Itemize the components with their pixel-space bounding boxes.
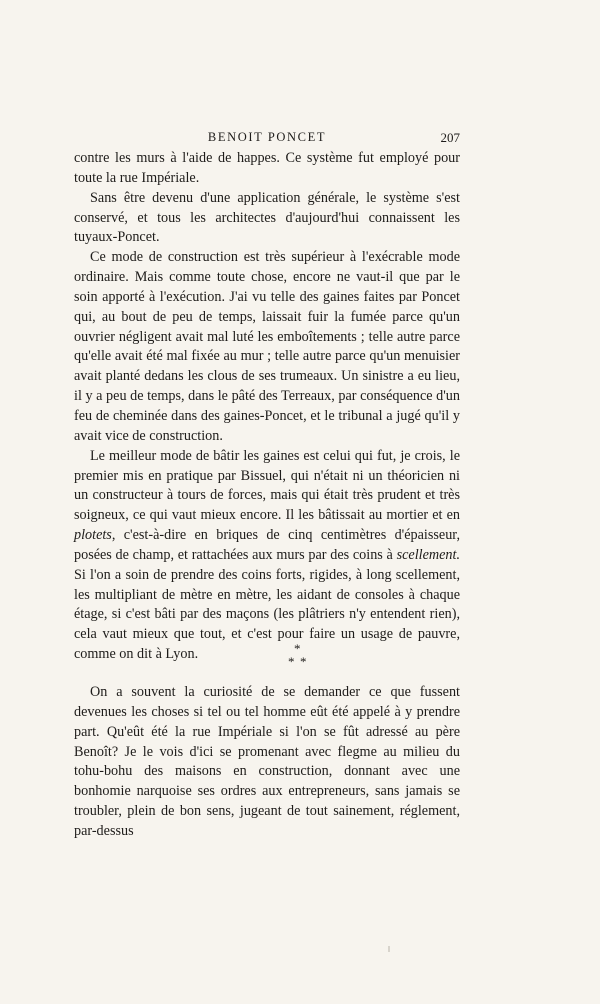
text-block-top bbox=[74, 149, 460, 665]
asterism-star-right: * bbox=[300, 654, 307, 669]
page-number: 207 bbox=[440, 130, 460, 145]
paper-speck bbox=[388, 946, 390, 952]
text-block-bottom bbox=[74, 683, 460, 842]
section-break-asterism bbox=[0, 640, 600, 674]
paragraph-text-part: , c'est-à-dire en briques de cinq centimètres d'épaisseur, posées de champ, et rattachées aux murs par des coins à bbox=[74, 527, 460, 563]
paragraph-meilleur-mode bbox=[74, 447, 460, 665]
asterism-star-top: * bbox=[294, 641, 301, 656]
paragraph-tuyaux-poncet: Sans être devenu d'une application générale, le système s'est conservé, et tous les architectes d'aujourd'hui connaissent les tuyaux-Poncet. bbox=[74, 189, 460, 246]
paragraph-mode-construction: Ce mode de construction est très supérieur à l'exécrable mode ordinaire. Mais comme toute chose, encore ne vaut-il que par le soin apporté à l'exécution. J'ai vu telle des gaines faites par Poncet qui, au bout de peu de temps, laissait fuir la fumée parce qu'un ouvrier négligent avait mal luté les emboîtements ; telle autre parce qu'elle avait été mal fixée au mur ; telle autre parce qu'un menuisier avait planté dedans les clous de ses trumeaux. Un sinistre a eu lieu, il y a peu de temps, dans le pâté des Terreaux, par conséquence d'un feu de cheminée dans des gaines-Poncet, et le tribunal a jugé qu'il y avait vice de construction. bbox=[74, 249, 460, 444]
paragraph-text-part: Si l'on a soin de prendre des coins forts, rigides, à long scellement, les multipliant de mètre en mètre, les aidant de consoles à chaque étage, si c'est bâti par des maçons (les plâtriers n'y entendent rien), cela vaut mieux que tout, et c'est pour faire un usage de pauvre, comme on dit à Lyon. bbox=[74, 566, 460, 663]
italic-term-plotets: plotets bbox=[74, 527, 112, 544]
paragraph-curiosite: On a souvent la curiosité de se demander ce que fussent devenues les choses si tel ou tel homme eût été appelé à y prendre part. Qu'eût été la rue Impériale si l'on se fût adressé au père Benoît? Je le vois d'ici se promenant avec flegme au milieu du tohu-bohu des maisons en construction, donnant avec une bonhomie narquoise ses ordres aux entrepreneurs, sans jamais se troubler, plein de bon sens, jugeant de tout sainement, réglement, par-dessus bbox=[74, 684, 460, 839]
asterism-star-left: * bbox=[288, 654, 295, 669]
running-title: BENOIT PONCET bbox=[207, 130, 327, 144]
paragraph-continuation: contre les murs à l'aide de happes. Ce système fut employé pour toute la rue Impériale. bbox=[74, 150, 460, 186]
italic-term-scellement: scellement. bbox=[396, 546, 460, 563]
paragraph-text-part: Le meilleur mode de bâtir les gaines est celui qui fut, je crois, le premier mis en pratique par Bissuel, qui n'était ni un théoricien ni un constructeur à tours de forces, mais qui était très prudent et très soigneux, ce qui vaut mieux encore. Il les bâtissait au mortier et en bbox=[74, 447, 460, 524]
running-head bbox=[74, 130, 460, 150]
